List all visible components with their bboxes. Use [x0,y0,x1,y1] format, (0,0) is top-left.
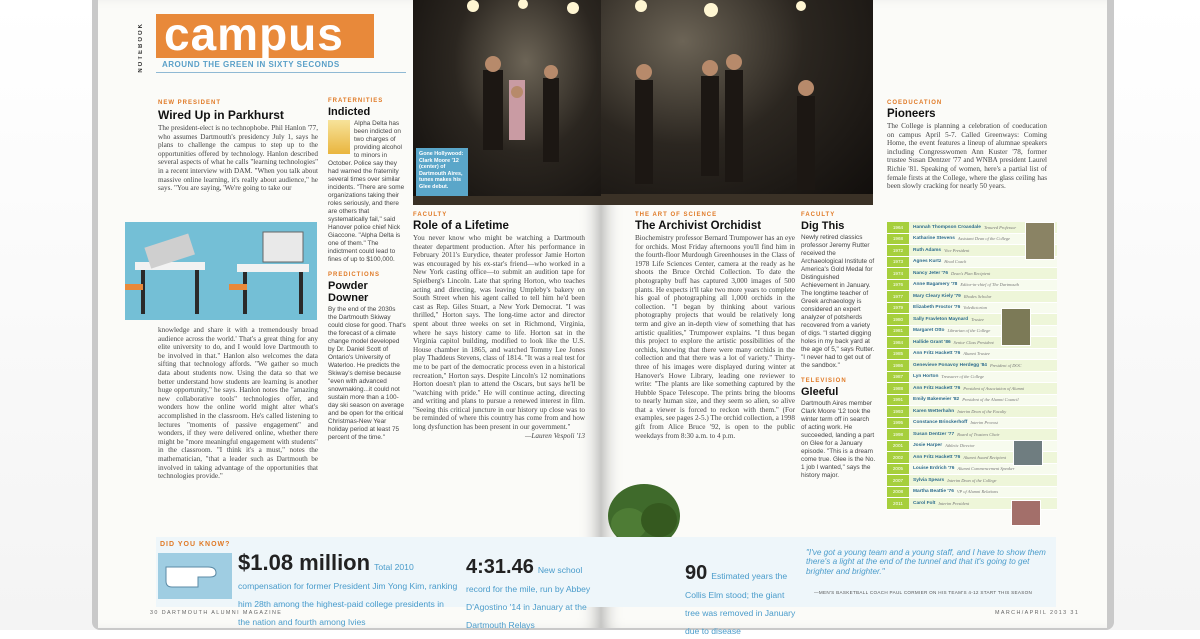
section-subtitle: AROUND THE GREEN IN SIXTY SECONDS [162,60,340,69]
story-headline: Gleeful [801,386,839,398]
page-folio: MARCH/APRIL 2013 31 [995,610,1080,616]
list-item [887,406,1057,418]
first-role: Treasurer of the College [941,374,985,380]
first-role: Valedictorian [963,305,987,311]
coach-quote: "I've got a young team and a young staff, and I have to show them there's a light at the end of the tunnel and that it's going to get brighter and brighter." [806,548,1046,576]
first-year: 1991 [887,395,909,406]
story-body: Biochemistry professor Bernard Trumpower has an eye for orchids. Most Friday afternoons you'll find him in the fourth-floor Murdough Greenhouses in the Class of 1978 Life Sciences Center, camera at the ready as he shoots the Bruce Orchid Collection. To date the photography buff has captured 3,000 images of 500 plants. He expects it'll take two more years to complete his goal of photographing all 1,000 orchids in the collection. "I began by thinking about various photography projects that would be relatively long term and give an in-depth view of something that has artistic qualities," Trumpower explains. "I thus began this project to explore the artistic possibilities of the orchids, knowing that there were many orchids in the collection and that there was a lot of variety." Thirty-three of his images were displayed during winter at Hanover's Howe Library, leading one reviewer to write: "The plants are like something captured by the Hubble Space Telescope. The prints bring the blooms to nearly human size, and they seem so alien, so alive that a viewer is forced to reckon with them." (For examples, see pages 2-5.) The orchid collection, a 1998 gift from Alice Bruce '92, is open to the public weekdays from 8:30 a.m. to 4 p.m. [635,234,795,440]
list-item [887,314,1057,326]
story-headline: Powder Downer [328,280,369,304]
stat-value: 4:31.46 [466,556,534,578]
story-body: The president-elect is no technophobe. Phil Hanlon '77, who assumes Dartmouth's presidency July 1, says he plans to challenge the campus to step up to the opportunities offered by technology. Hanlon described several aspects of what he calls "learning technologies" in a recent interview with DAM. "When you talk about massive online learning, it's really about audience," he says. "You are saying, 'We're going to take our [158,124,318,193]
list-item [887,372,1057,384]
list-item [887,268,1057,280]
first-name: Sylvia Spears [913,477,945,483]
first-role: Vice President [944,247,970,253]
story-headline: Pioneers [887,108,936,120]
story-headline: Role of a Lifetime [413,220,509,232]
header-rule [156,72,406,73]
first-role: Board of Trustees Chair [957,431,1000,437]
first-role: Alumni Commencement Speaker [957,466,1015,472]
first-name: Margaret Otto [913,328,945,334]
first-year: 2002 [887,452,909,463]
first-year: 1987 [887,372,909,383]
story-wired-up [158,100,318,193]
list-item [887,475,1057,487]
first-role: VP of Alumni Relations [956,489,999,495]
list-item [887,395,1057,407]
first-role: Head Coach [944,259,967,265]
desks-laptops-illustration [125,222,317,320]
archive-photo-thumbnail [1025,222,1055,260]
first-role: Trustee [971,316,985,322]
first-year: 1977 [887,291,909,302]
photo-caption: Gone Hollywood: Clark Moore '12 (center) of Dartmouth Aires, tunes makes his Glee debut. [416,148,468,196]
list-item [887,360,1057,372]
archive-photo-thumbnail [1013,440,1043,466]
page-folio: 30 DARTMOUTH ALUMNI MAGAZINE [150,610,283,616]
story-body: Dartmouth Aires member Clark Moore '12 took the winter term off in search of acting work. He succeeded, landing a part on Glee for a January episode. "This is a dream come true. Glee is the No. 1 job I wanted," says the history major. [801,400,876,479]
first-year: 2011 [887,498,909,509]
story-side-column [801,212,876,480]
first-year: 2007 [887,475,909,486]
story-byline: —Lauren Vespoli '13 [525,431,585,440]
first-name: Mary Cleary Kiely '79 [913,293,961,299]
first-role: Rhodes Scholar [963,293,992,299]
beer-glass-icon [328,120,350,154]
first-name: Ann Fritz Hackett '76 [913,351,961,357]
first-year: 1964 [887,222,909,233]
female-firsts-list [887,222,1057,534]
first-role: Dean's Plan Recipient [951,270,991,276]
glee-stage-photo-right [601,0,873,205]
stat-text: New school record for the mile, run by Abbey D'Agostino '14 in January at the Dartmouth Relays [466,565,591,630]
first-role: Librarian of the College [947,328,991,334]
archive-photo-thumbnail [1011,500,1041,526]
first-year: 1974 [887,268,909,279]
list-item [887,326,1057,338]
story-kicker: PREDICTIONS [328,272,381,278]
first-name: Ann Fritz Hackett '76 [913,385,961,391]
first-role: Editor-in-chief of The Dartmouth [960,282,1019,288]
story-body: By the end of the 2030s the Dartmouth Skiway could close for good. That's the forecast of a climate change model developed by Dr. Daniel Scott of Ontario's University of Waterloo. He predicts the Skiway's demise because "even with advanced snowmaking...it could not sustain more than a 100-day ski season on average and be open for the critical Christmas-New Year holiday period at least 75 percent of the time." [328,306,406,441]
first-role: Alumni Trustee [963,351,990,357]
first-role: Senior Class President [953,339,994,345]
first-name: Louise Erdrich '76 [913,466,955,472]
first-name: Nancy Jeter '76 [913,270,949,276]
first-name: Hannah Thompson Croasdale [913,224,981,230]
stat-mile-record [466,556,600,633]
first-year: 1976 [887,280,909,291]
story-kicker: FACULTY [413,212,448,218]
first-name: Constance Brinckerhoff [913,420,968,426]
list-item [887,303,1057,315]
first-role: Alumni Award Recipient [963,454,1006,460]
first-role: President of DOC [989,362,1022,368]
story-pioneers [887,100,1047,191]
first-role: Interim Dean of the Faculty [957,408,1007,414]
story-body: Alpha Delta has been indicted on two charges of providing alcohol to minors in October. Police say they had warned the fraternity several times over similar incidents. "There are some organizations taking their roles seriously, and there are others that systematically fail," said Hanover police chief Nick Giaccone. "Alpha Delta is one of them." The indictment could lead to fines of up to $100,000. [328,120,405,263]
stat-value: $1.08 million [238,550,371,575]
did-you-know-label: DID YOU KNOW? [160,541,231,548]
story-wired-up-continued: knowledge and share it with a tremendously broad audience across the world.' That's a great thing for any elite university to do, and I would love Dartmouth to be involved in that." Hanlon also welcomes the data sifting that technology affords. "We gather so much data about students now. Using the data so that we better understand how students are learning is another huge opportunity," he says. Hanlon notes the "amazing new collaborative tools" technologies offer, and wonders how the online world might alter what's accomplished in the classroom. He's called listening to lectures "moments of passive engagement" and wonders, if they were delivered online, whether there might be "more meaningful engagement with students" in the classroom. "I think it's a must," notes the mathematician, "that a leader such as Dartmouth be involved in taking advantage of the opportunities that technologies provide." [158,326,318,481]
first-name: Ruth Adams [913,247,942,253]
stat-collis-elm [685,562,801,639]
list-item [887,349,1057,361]
story-headline: Wired Up in Parkhurst [158,108,284,122]
first-role: Tenured Professor [983,224,1017,230]
story-headline: Dig This [801,220,845,232]
first-year: 1985 [887,349,909,360]
first-year: 2008 [887,487,909,498]
story-kicker: FRATERNITIES [328,98,384,104]
first-name: Martha Beattie '76 [913,489,954,495]
stat-compensation [238,550,458,630]
section-tag: NOTEBOOK [138,22,144,73]
first-name: Susan Dentzer '77 [913,431,955,437]
first-name: Anne Bagamery '78 [913,282,958,288]
list-item [887,291,1057,303]
first-year: 1995 [887,418,909,429]
first-name: Agnes Kurtz [913,259,942,265]
story-headline: Indicted [328,106,371,118]
story-body: The College is planning a celebration of coeducation on campus April 5-7. Called Greenways: Coming Home, the event features a lineup of alumnae speakers including Congresswomen Ann Kuster '78, former trustee Susan Dentzer '77 and WNBA president Laurel Richie '81. Speaking of women, here's a partial list of female firsts at the College, where the glass ceiling has been slowly cracking for nearly 50 years. [887,122,1047,191]
list-item [887,429,1057,441]
story-kicker: FACULTY [801,212,836,218]
list-item [887,337,1057,349]
story-indicted [328,98,406,442]
stat-text: Total 2010 compensation for former President Jim Yong Kim, ranking him 28th among the highest-paid college presidents in the nation and fourth among Ivies [238,562,458,627]
story-kicker: NEW PRESIDENT [158,100,222,106]
list-item [887,383,1057,395]
stat-text: Estimated years the Collis Elm stood; the giant tree was removed in January due to disease [685,571,796,636]
first-name: Genevieve Ponavoy Herdegg '84 [913,362,987,368]
first-year: 1984 [887,337,909,348]
first-role: Interim Dean of the College [947,477,997,483]
pointing-hand-icon [158,553,232,599]
story-body: You never know who might be watching a Dartmouth theater department production. After his performance in February 2011's Eurydice, theater professor Jamie Horton was encouraged by his ex-star's friend—who worked in a New York casting office—to submit an audition tape for Spielberg's Lincoln. Late that spring Horton, who teaches acting and directing, was leaving Umpleby's bakery on South Street when his agent called to tell him he'd been cast as Rep. Giles Stuart, a New York Democrat. "I was thrilled," Horton says. The long-time actor and director spent about three weeks on set in Richmond, Virginia, where he says history came to life. Horton sat in the Virginia capitol building, modified to look like the U.S. House chamber in 1865, and watched Tommy Lee Jones play Thaddeus Stevens, class of 1814. "It was a real test for me to be part of the democratic process even in a historical recreation," Horton says. Despite Lincoln's 12 nominations Horton doesn't plan to attend the Oscars, but says he'll be "watching with pride." He will continue acting, directing and writing and plans to pursue a renewed interest in film. "Seeing this critical juncture in our history up close was to be reminded of where this country has come from and how long dysfunction has been present in our government." [413,234,585,432]
archive-photo-thumbnail [1001,308,1031,346]
first-year: 1986 [887,360,909,371]
first-year: 1988 [887,383,909,394]
first-year: 1968 [887,234,909,245]
first-role: Athletic Director [945,443,975,449]
list-item [887,280,1057,292]
first-name: Hallide Grant '86 [913,339,951,345]
list-item [887,487,1057,499]
first-name: Elizabeth Proctor '76 [913,305,961,311]
first-year: 1981 [887,326,909,337]
first-role: President of Association of Alumni [963,385,1025,391]
first-year: 1993 [887,406,909,417]
story-archivist-orchidist [635,212,795,440]
story-kicker: TELEVISION [801,378,847,384]
first-role: President of the Alumni Council [962,397,1019,403]
quote-attribution: —MEN'S BASKETBALL COACH PAUL CORMIER ON HIS TEAM'S 4-12 START THIS SEASON [814,590,1033,595]
story-headline: The Archivist Orchidist [635,220,762,232]
left-page [98,0,601,628]
first-year: 2005 [887,464,909,475]
story-role-of-a-lifetime [413,212,585,440]
stat-value: 90 [685,562,708,584]
right-page [601,0,1107,636]
first-name: Josie Harper [913,443,943,449]
first-name: Sally Fravleton Maynard [913,316,969,322]
list-item [887,418,1057,430]
first-name: Emily Bakemeier '82 [913,397,960,403]
first-name: Lyn Horton [913,374,939,380]
first-role: Assistant Dean of the College [957,236,1011,242]
story-kicker: THE ART OF SCIENCE [635,212,718,218]
first-name: Karen Wetterhahn [913,408,955,414]
first-name: Katharine Stevens [913,236,955,242]
section-title: campus [164,8,344,60]
first-year: 2001 [887,441,909,452]
first-year: 1980 [887,314,909,325]
first-name: Carol Folt [913,500,936,506]
first-year: 1972 [887,245,909,256]
first-year: 1979 [887,303,909,314]
first-name: Ann Fritz Hackett '76 [913,454,961,460]
first-year: 1973 [887,257,909,268]
first-year: 1998 [887,429,909,440]
story-kicker: COEDUCATION [887,100,943,106]
first-role: Interim President [938,500,970,506]
first-role: Interim Provost [970,420,998,426]
story-body: Newly retired classics professor Jeremy Rutter received the Archaeological Institute of America's Gold Medal for Distinguished Achievement in January. The longtime teacher of Greek archaeology is considered an expert analyzer of potsherds recovered from a variety of digs. "I started digging holes in my back yard at the age of 5," says Rutter. "I never had to get out of the sandbox." [801,234,875,369]
